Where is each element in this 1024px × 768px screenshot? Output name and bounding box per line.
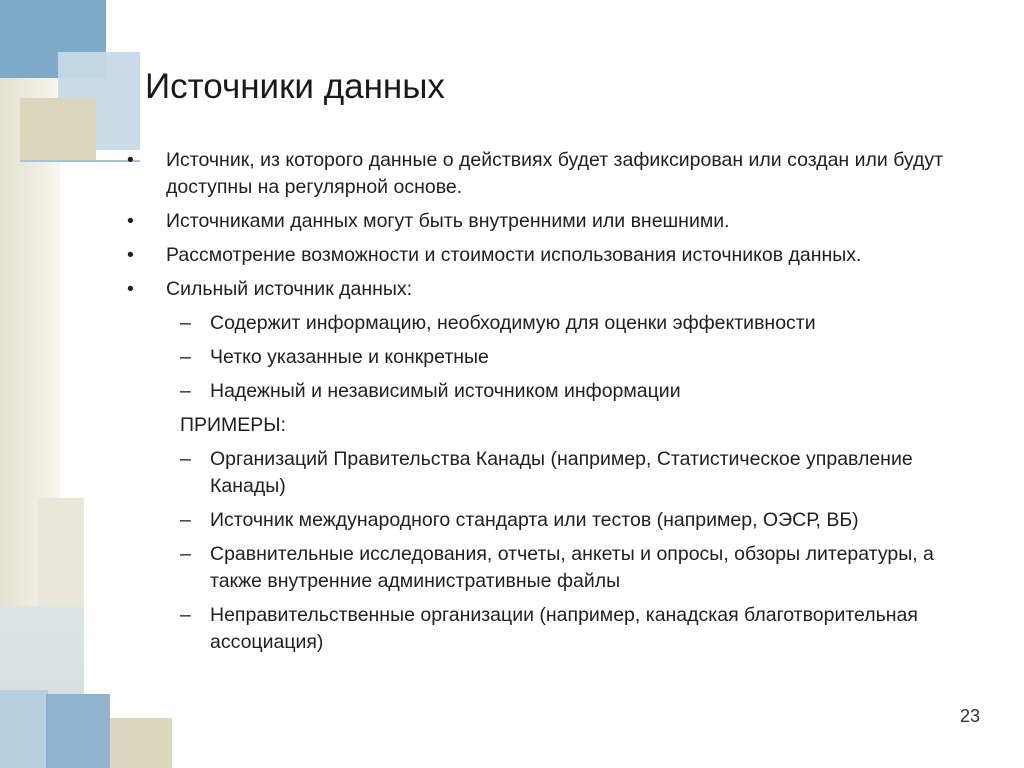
bullet-item [0,147,956,201]
bullet-text: Рассмотрение возможности и стоимости использования источников данных. [166,244,862,266]
page-number: 23 [960,706,981,726]
bullet-text: Источниками данных могут быть внутренними или внешними. [166,210,730,232]
slide-content [0,147,1024,663]
decorative-square-light-blue-low [0,690,48,768]
dash-marker: – [180,448,191,470]
dash-marker: – [180,312,191,334]
sub-bullet-text: Надежный и независимый источником информации [210,380,681,402]
example-text: Источник международного стандарта или тестов (например, ОЭСР, ВБ) [210,509,859,531]
example-text: Сравнительные исследования, отчеты, анкеты и опросы, обзоры литературы, а также внутренние административные файлы [210,543,934,592]
bullet-item [0,276,956,303]
sub-bullet-item [0,310,960,337]
example-item [0,541,960,595]
example-item [0,507,960,534]
sub-bullet-item [0,378,960,405]
bullet-marker: • [127,210,134,232]
bullet-text: Источник, из которого данные о действиях будет зафиксирован или создан или будут доступны на регулярной основе. [166,149,944,198]
bullet-marker: • [127,149,134,171]
bullet-item [0,242,956,269]
sub-bullet-text: Содержит информацию, необходимую для оценки эффективности [210,312,816,334]
decorative-square-blue-low [46,694,110,768]
example-text: Организаций Правительства Канады (например, Статистическое управление Канады) [210,448,913,497]
bullet-text: Сильный источник данных: [166,278,413,300]
decorative-square-beige-low [110,718,172,768]
dash-marker: – [180,509,191,531]
dash-marker: – [180,380,191,402]
dash-marker: – [180,604,191,626]
dash-marker: – [180,346,191,368]
dash-marker: – [180,543,191,565]
bullet-marker: • [127,244,134,266]
example-item [0,602,960,656]
example-text: Неправительственные организации (например, канадская благотворительная ассоциация) [210,604,918,653]
examples-label: ПРИМЕРЫ: [180,414,286,436]
sub-bullet-item [0,344,960,371]
bullet-marker: • [127,278,134,300]
slide-title: Источники данных [145,67,445,106]
sub-bullet-text: Четко указанные и конкретные [210,346,489,368]
example-item [0,446,960,500]
bullet-item [0,208,956,235]
